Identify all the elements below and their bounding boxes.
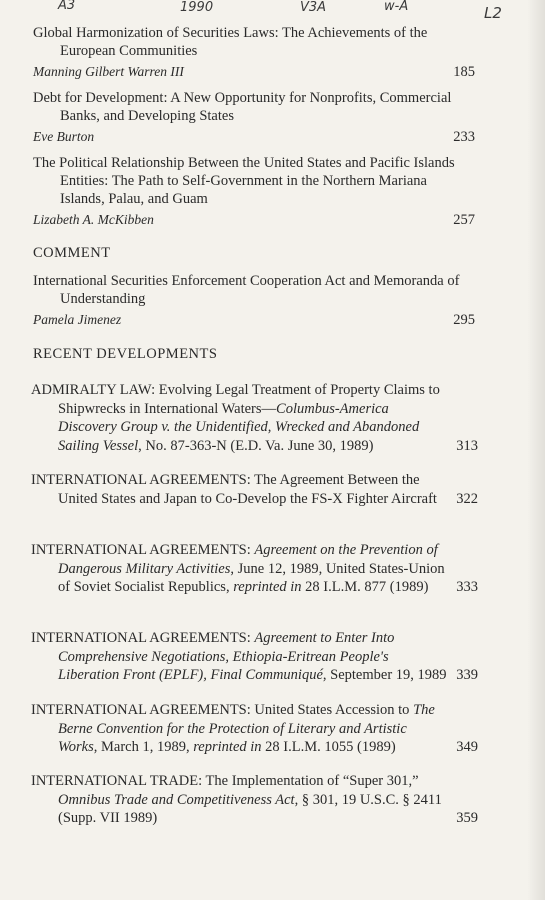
entry-page: 349 [456,739,478,755]
entry-author: Eve Burton [33,129,95,144]
entry-page: 185 [453,64,475,80]
entry-author: Lizabeth A. McKibben [33,212,154,227]
entry-title: INTERNATIONAL AGREEMENTS: United States Accession to The Berne Convention for the Protection of Literary and Artistic Works, March 1, 1989, reprinted in 28 I.L.M. 1055 (1989) [31,702,435,755]
section-heading: RECENT DEVELOPMENTS [33,346,218,362]
handwritten-note: w-A [384,0,409,14]
entry-page: 339 [456,667,478,683]
toc-entry [33,154,475,229]
section-heading: COMMENT [33,245,111,261]
entry-page: 333 [456,579,478,595]
handwritten-note: V3A [300,0,327,15]
development-entry [31,541,478,597]
development-entry [31,471,478,508]
entry-title: INTERNATIONAL AGREEMENTS: The Agreement Between the United States and Japan to Co-Develop the FS-X Fighter Aircraft [31,472,437,507]
toc-entry [33,272,475,329]
entry-author: Manning Gilbert Warren III [33,64,184,79]
entry-page: 257 [453,212,475,228]
development-entry [31,772,478,828]
toc-entry [33,24,475,81]
entry-author: Pamela Jimenez [33,312,122,327]
entry-page: 322 [456,490,478,507]
development-entry [31,629,478,685]
handwritten-note: 1990 [180,0,214,15]
entry-title: International Securities Enforcement Cooperation Act and Memoranda of Understanding [33,273,460,307]
toc-entry [33,89,475,146]
entry-title: INTERNATIONAL AGREEMENTS: Agreement on the Prevention of Dangerous Military Activities, June 12, 1989, United States-Union of Soviet Socialist Republics, reprinted in 28 I.L.M. 877 (1989) [31,542,445,595]
development-entry [31,701,478,757]
entry-page: 233 [453,129,475,145]
entry-page: 359 [456,810,478,826]
entry-title: Global Harmonization of Securities Laws: The Achievements of the European Communities [33,25,428,59]
handwritten-note: A3 [58,0,76,13]
entry-title: Debt for Development: A New Opportunity for Nonprofits, Commercial Banks, and Developing States [33,90,452,124]
development-entry [31,381,478,455]
entry-title: INTERNATIONAL TRADE: The Implementation of “Super 301,” Omnibus Trade and Competitiveness Act, § 301, 19 U.S.C. § 2411 (Supp. VII 1989) [31,773,442,826]
entry-title: INTERNATIONAL AGREEMENTS: Agreement to Enter Into Comprehensive Negotiations, Ethiopia-Eritrean People's Liberation Front (EPLF), Final Communiqué, September 19, 1989 [31,630,447,683]
page-edge-shadow [527,0,545,900]
entry-page: 313 [456,437,478,454]
entry-title: The Political Relationship Between the United States and Pacific Islands Entities: The Path to Self-Government in the Northern Mariana Islands, Palau, and Guam [33,155,455,207]
entry-page: 295 [453,312,475,328]
handwritten-note: L2 [484,4,502,22]
entry-title: ADMIRALTY LAW: Evolving Legal Treatment of Property Claims to Shipwrecks in International Waters—Columbus-America Discovery Group v. the Unidentified, Wrecked and Abandoned Sailing Vessel, No. 87-363-N (E.D. Va. June 30, 1989) [31,382,440,454]
